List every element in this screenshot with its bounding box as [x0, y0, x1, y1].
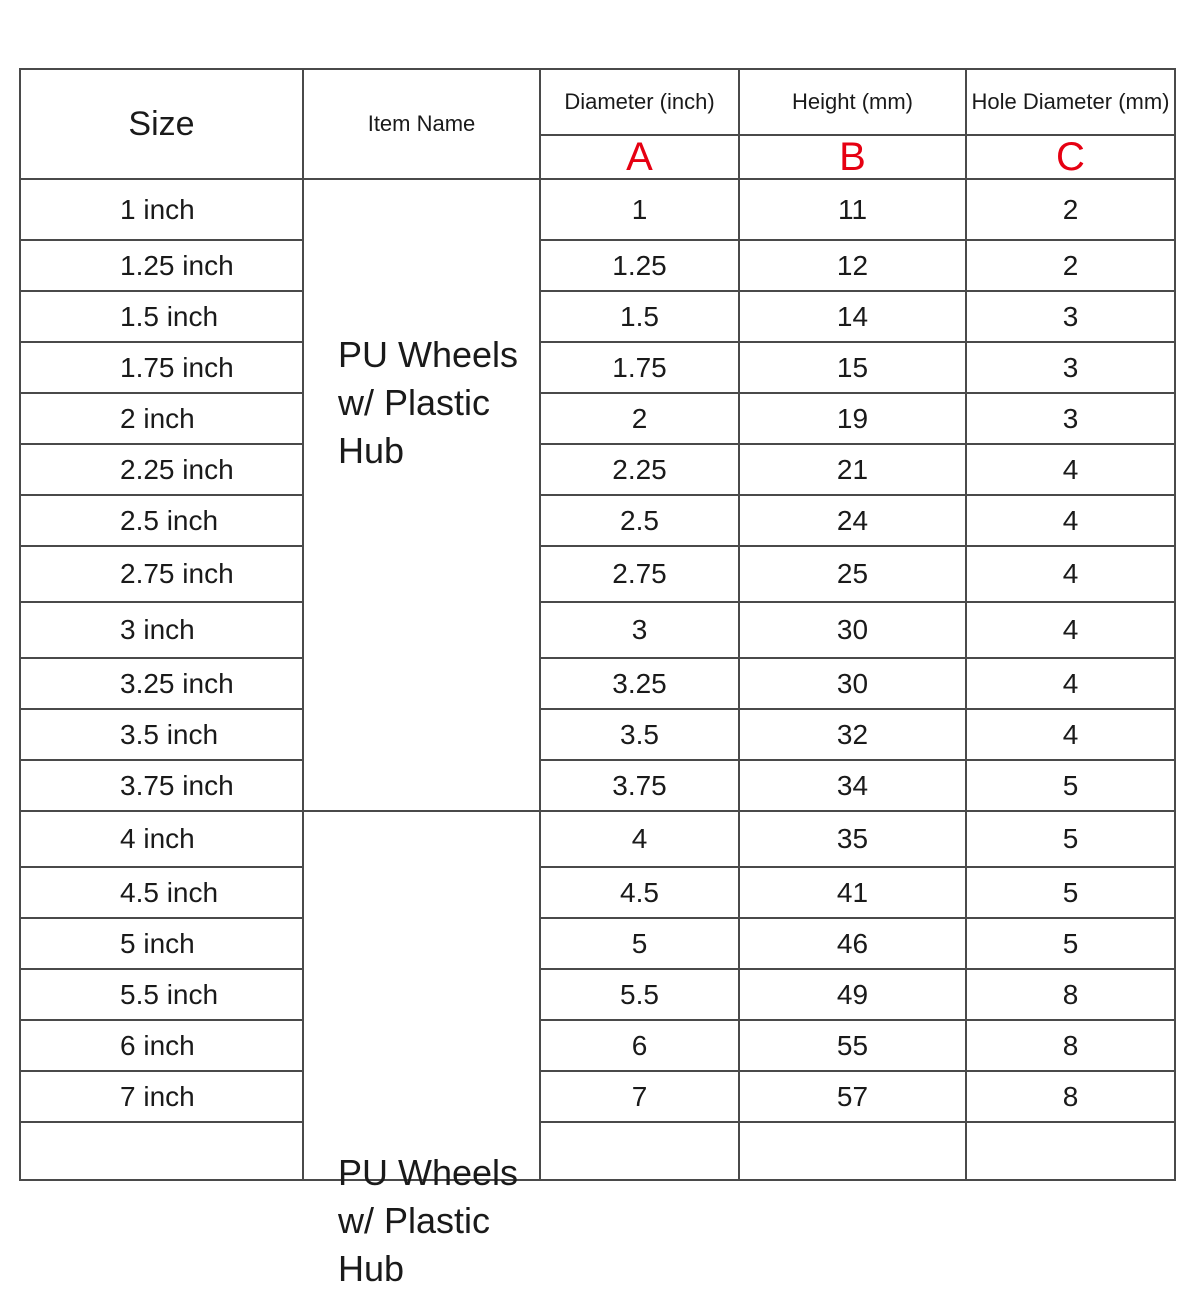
diameter-cell: 4 [540, 811, 739, 867]
item-name-label: PU Wheels w/ Plastic Hub [338, 334, 519, 471]
size-cell: 4.5 inch [20, 867, 303, 918]
hole-diameter-cell: 3 [966, 291, 1175, 342]
table-row [20, 658, 1175, 709]
size-cell: 2.25 inch [20, 444, 303, 495]
header-letter-a: A [540, 135, 739, 179]
size-cell: 5 inch [20, 918, 303, 969]
height-cell: 35 [739, 811, 966, 867]
height-cell: 11 [739, 179, 966, 240]
height-cell: 32 [739, 709, 966, 760]
hole-diameter-cell: 3 [966, 342, 1175, 393]
hole-diameter-cell: 5 [966, 867, 1175, 918]
hole-diameter-cell: 8 [966, 1020, 1175, 1071]
height-cell: 30 [739, 658, 966, 709]
hole-diameter-cell: 5 [966, 918, 1175, 969]
diameter-cell: 2.75 [540, 546, 739, 602]
table-row [20, 393, 1175, 444]
table-row [20, 495, 1175, 546]
hole-diameter-cell: 3 [966, 393, 1175, 444]
table-row [20, 602, 1175, 658]
empty-hole-cell [966, 1122, 1175, 1180]
item-name-cell [303, 179, 540, 811]
size-cell: 2 inch [20, 393, 303, 444]
diameter-cell: 2 [540, 393, 739, 444]
table-row [20, 240, 1175, 291]
diameter-cell: 2.5 [540, 495, 739, 546]
height-cell: 19 [739, 393, 966, 444]
table-body [20, 69, 1175, 1289]
height-cell: 41 [739, 867, 966, 918]
height-cell: 46 [739, 918, 966, 969]
header-letter-b: B [739, 135, 966, 179]
hole-diameter-cell: 8 [966, 969, 1175, 1020]
size-cell: 3.25 inch [20, 658, 303, 709]
diameter-cell: 6 [540, 1020, 739, 1071]
table-row [20, 342, 1175, 393]
hole-diameter-cell: 8 [966, 1071, 1175, 1122]
header-diameter: Diameter (inch) [540, 69, 739, 135]
size-cell: 7 inch [20, 1071, 303, 1122]
height-cell: 57 [739, 1071, 966, 1122]
diameter-cell: 3.75 [540, 760, 739, 811]
hole-diameter-cell: 5 [966, 760, 1175, 811]
table-row [20, 811, 1175, 867]
table-row [20, 291, 1175, 342]
height-cell: 24 [739, 495, 966, 546]
table-row [20, 1020, 1175, 1071]
header-letter-c: C [966, 135, 1175, 179]
height-cell: 30 [739, 602, 966, 658]
diameter-cell: 2.25 [540, 444, 739, 495]
table-row [20, 179, 1175, 240]
height-cell: 34 [739, 760, 966, 811]
size-cell: 3.5 inch [20, 709, 303, 760]
hole-diameter-cell: 4 [966, 495, 1175, 546]
size-cell: 4 inch [20, 811, 303, 867]
diameter-cell: 5 [540, 918, 739, 969]
header-height: Height (mm) [739, 69, 966, 135]
table-row [20, 969, 1175, 1020]
header-hole-diameter: Hole Diameter (mm) [966, 69, 1175, 135]
diameter-cell: 3.5 [540, 709, 739, 760]
empty-size-cell [20, 1122, 303, 1180]
table-row [20, 918, 1175, 969]
diameter-cell: 1 [540, 179, 739, 240]
size-cell: 1.75 inch [20, 342, 303, 393]
hole-diameter-cell: 4 [966, 709, 1175, 760]
height-cell: 49 [739, 969, 966, 1020]
height-cell: 14 [739, 291, 966, 342]
diameter-cell: 5.5 [540, 969, 739, 1020]
size-cell: 3 inch [20, 602, 303, 658]
diameter-cell: 1.25 [540, 240, 739, 291]
table-row [20, 760, 1175, 811]
hole-diameter-cell: 4 [966, 658, 1175, 709]
height-cell: 15 [739, 342, 966, 393]
size-cell: 5.5 inch [20, 969, 303, 1020]
diameter-cell: 1.75 [540, 342, 739, 393]
diameter-cell: 3 [540, 602, 739, 658]
hole-diameter-cell: 4 [966, 602, 1175, 658]
spec-table [19, 68, 1176, 1289]
empty-row [20, 1122, 1175, 1180]
height-cell: 21 [739, 444, 966, 495]
size-cell: 2.5 inch [20, 495, 303, 546]
hole-diameter-cell: 5 [966, 811, 1175, 867]
height-cell: 12 [739, 240, 966, 291]
diameter-cell: 4.5 [540, 867, 739, 918]
hole-diameter-cell: 4 [966, 546, 1175, 602]
size-cell: 2.75 inch [20, 546, 303, 602]
height-cell: 25 [739, 546, 966, 602]
header-item-name: Item Name [303, 69, 540, 179]
size-cell: 1.25 inch [20, 240, 303, 291]
hole-diameter-cell: 2 [966, 179, 1175, 240]
header-row-top [20, 69, 1175, 135]
empty-diameter-cell [540, 1122, 739, 1180]
table-row [20, 867, 1175, 918]
size-cell: 1.5 inch [20, 291, 303, 342]
hole-diameter-cell: 4 [966, 444, 1175, 495]
empty-height-cell [739, 1122, 966, 1180]
table-row [20, 709, 1175, 760]
table-row [20, 444, 1175, 495]
size-cell: 1 inch [20, 179, 303, 240]
table-row [20, 1071, 1175, 1122]
size-cell: 6 inch [20, 1020, 303, 1071]
height-cell: 55 [739, 1020, 966, 1071]
hole-diameter-cell: 2 [966, 240, 1175, 291]
item-name-label: PU Wheels w/ Plastic Hub [338, 1152, 519, 1289]
diameter-cell: 3.25 [540, 658, 739, 709]
size-cell: 3.75 inch [20, 760, 303, 811]
header-size: Size [20, 69, 303, 179]
diameter-cell: 1.5 [540, 291, 739, 342]
table-row [20, 546, 1175, 602]
diameter-cell: 7 [540, 1071, 739, 1122]
item-name-cell [303, 811, 540, 1289]
